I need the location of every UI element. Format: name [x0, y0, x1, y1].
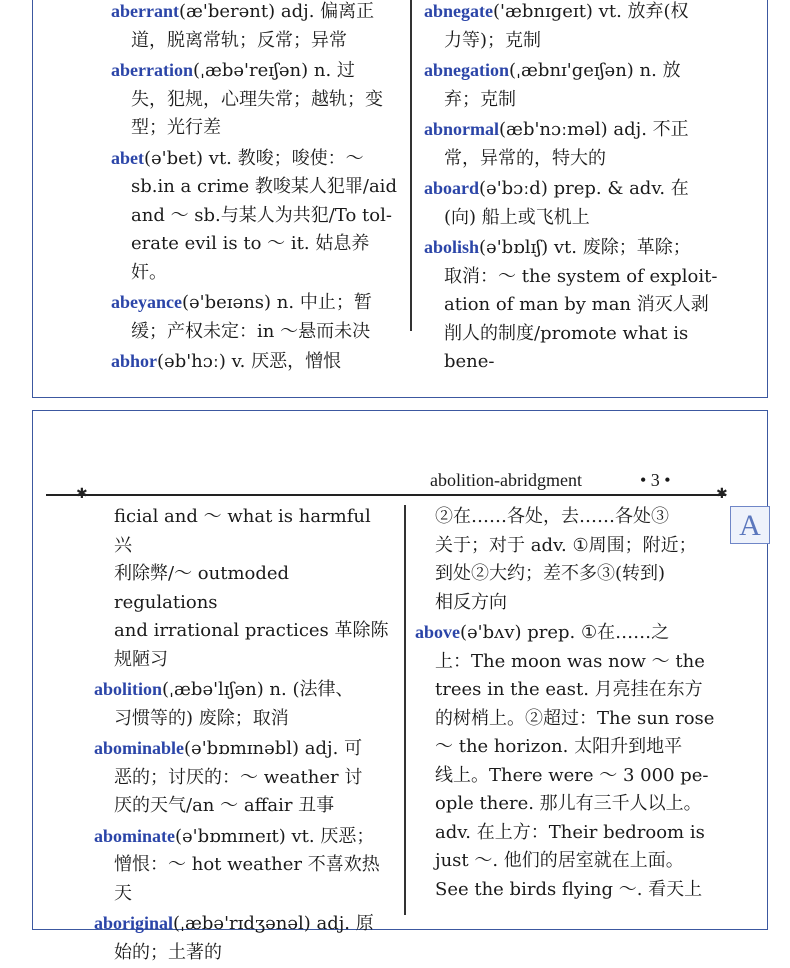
entry-line: ～ the horizon. 太阳升到地平 [435, 736, 683, 757]
dictionary-entry [111, 0, 401, 55]
entry-first-line [111, 347, 401, 377]
dictionary-entry [424, 174, 724, 232]
entry-line: sb.in a crime 教唆某人犯罪/aid [131, 176, 397, 197]
entry-text: (əb'hɔː) v. 厌恶，憎恨 [157, 351, 342, 372]
entry-headword: abhor [111, 351, 158, 371]
entry-line: erate evil is to ～ it. 姑息养奸。 [131, 233, 370, 283]
entry-line: ficial and ～ what is harmful 兴 [114, 506, 371, 556]
running-head [50, 470, 730, 494]
rule-end-ornament-left: ✱ [76, 486, 88, 502]
entry-first-line [424, 174, 724, 204]
top-left-column [111, 0, 401, 378]
entry-line: ation of man by man 消灭人剥 [444, 294, 709, 315]
entry-first-line [94, 909, 394, 939]
dictionary-entry [424, 233, 724, 377]
entry-first-line [111, 144, 401, 174]
entry-line: ②在……各处，去……各处③ [435, 506, 669, 527]
entry-headword: aboard [424, 178, 480, 198]
entry-line: 力等)；克制 [444, 29, 542, 51]
dictionary-entry [415, 618, 720, 904]
entry-first-line [94, 675, 394, 705]
dictionary-entry [424, 0, 724, 55]
column-divider [410, 0, 412, 331]
entry-line: 到处②大约；差不多③(转到) [435, 563, 666, 584]
entry-headword: abeyance [111, 292, 182, 312]
entry-headword: abominable [94, 738, 185, 758]
entry-line: just ～. 他们的居室就在上面。 [435, 850, 684, 871]
entry-line: and irrational practices 革除陈 [114, 620, 389, 641]
entry-line: 取消：～ the system of exploit- [444, 265, 718, 287]
entry-first-line [111, 288, 401, 318]
entry-first-line [111, 56, 401, 86]
entry-line: 型；光行差 [131, 117, 221, 138]
column-divider [404, 505, 406, 915]
entry-headword: abominate [94, 825, 175, 846]
dictionary-entry [94, 909, 394, 967]
entry-line: 天 [114, 882, 132, 904]
entry-line: 关于；对于 adv. ①周围；附近； [435, 534, 697, 556]
dictionary-entry [424, 115, 724, 173]
running-head-rule [46, 494, 726, 496]
entry-text: (æb'nɔːməl) adj. 不正 [499, 119, 689, 140]
entry-text: (ə'beɪəns) n. 中止；暂 [182, 292, 372, 313]
page-number: • 3 • [640, 470, 671, 490]
thumb-index-tab: A [730, 506, 770, 544]
entry-headword: above [415, 622, 460, 642]
entry-text: (ə'bɒmɪneɪt) vt. 厌恶； [175, 825, 375, 847]
entry-line: ople there. 那儿有三千人以上。 [435, 793, 702, 814]
entry-line: 始的；土著的 [114, 941, 222, 963]
entry-line: 上：The moon was now ～ the [435, 650, 705, 672]
entry-first-line [424, 115, 724, 145]
dictionary-entry [111, 144, 401, 288]
entry-text: (ə'bɒmɪnəbl) adj. 可 [184, 738, 363, 759]
bottom-right-column [415, 503, 720, 905]
entry-line: trees in the east. 月亮挂在东方 [435, 679, 703, 700]
entry-line: 弃；克制 [444, 88, 516, 110]
dictionary-entry [94, 503, 394, 674]
entry-first-line [94, 822, 394, 852]
running-head-title: abolition-abridgment [430, 470, 582, 490]
entry-first-line [424, 233, 724, 263]
dictionary-entry [94, 675, 394, 733]
entry-line: 习惯等的) 废除；取消 [114, 707, 289, 729]
entry-line: 恶的；讨厌的：～ weather 讨 [114, 766, 363, 788]
entry-first-line [424, 0, 724, 27]
entry-line: 规陋习 [114, 648, 168, 670]
entry-first-line [94, 734, 394, 764]
entry-line: 道，脱离常轨；反常；异常 [131, 29, 347, 51]
entry-text: (ˌæbə'lɪʃən) n. (法律、 [162, 679, 354, 700]
entry-line: 憎恨：～ hot weather 不喜欢热 [114, 854, 380, 875]
entry-text: (ˌæbə'rɪdʒənəl) adj. 原 [173, 913, 374, 934]
entry-line: 常，异常的，特大的 [444, 147, 606, 169]
entry-headword: abnegate [424, 1, 493, 21]
entry-first-line [111, 0, 401, 27]
entry-line: 利除弊/～ outmoded regulations [114, 563, 290, 613]
entry-headword: abnegation [424, 60, 510, 80]
entry-text: (æ'berənt) adj. 偏离正 [178, 1, 375, 22]
entry-first-line [424, 56, 724, 86]
entry-headword: aboriginal [94, 913, 174, 933]
entry-line: (向) 船上或飞机上 [444, 206, 590, 228]
dictionary-entry [111, 347, 401, 377]
dictionary-entry [111, 56, 401, 143]
entry-headword: abet [111, 147, 144, 168]
entry-line: adv. 在上方：Their bedroom is [435, 821, 705, 843]
entry-text: (ə'bet) vt. 教唆；唆使：～ [144, 147, 364, 169]
dictionary-entry [94, 734, 394, 821]
entry-line: 线上。There were ～ 3 000 pe- [435, 764, 709, 786]
entry-headword: abolition [94, 679, 163, 699]
entry-text: (ə'bɔːd) prep. & adv. 在 [479, 178, 689, 199]
entry-line: 失，犯规，心理失常；越轨；变 [131, 88, 383, 110]
entry-headword: abnormal [424, 119, 500, 139]
entry-headword: aberrant [111, 1, 179, 21]
entry-line: 缓；产权未定：in ～悬而未决 [131, 320, 371, 342]
top-right-column [424, 0, 724, 378]
dictionary-entry [415, 503, 720, 617]
entry-line: See the birds flying ～. 看天上 [435, 878, 703, 900]
entry-text: (ə'bʌv) prep. ①在……之 [460, 622, 670, 643]
entry-text: (ə'bɒlɪʃ) vt. 废除；革除； [479, 237, 691, 258]
entry-text: (ˌæbə'reɪʃən) n. 过 [192, 60, 355, 81]
entry-headword: abolish [424, 237, 480, 257]
entry-text: ('æbnɪgeɪt) vt. 放弃(权 [493, 1, 689, 22]
bottom-left-column [94, 503, 394, 968]
top-dictionary-page [32, 0, 768, 398]
entry-first-line [415, 618, 720, 648]
entry-line: 削人的制度/promote what is bene- [444, 322, 689, 372]
entry-line: 相反方向 [435, 591, 507, 613]
rule-end-ornament-right: ✱ [716, 486, 728, 502]
dictionary-entry [424, 56, 724, 114]
dictionary-entry [111, 288, 401, 346]
entry-line: 的树梢上。②超过：The sun rose [435, 707, 715, 729]
entry-line: 厌的天气/an ～ affair 丑事 [114, 795, 335, 816]
entry-line: and ～ sb.与某人为共犯/To tol- [131, 204, 392, 226]
entry-headword: aberration [111, 60, 193, 80]
entry-text: (ˌæbnɪ'geɪʃən) n. 放 [509, 60, 681, 81]
dictionary-entry [94, 822, 394, 909]
